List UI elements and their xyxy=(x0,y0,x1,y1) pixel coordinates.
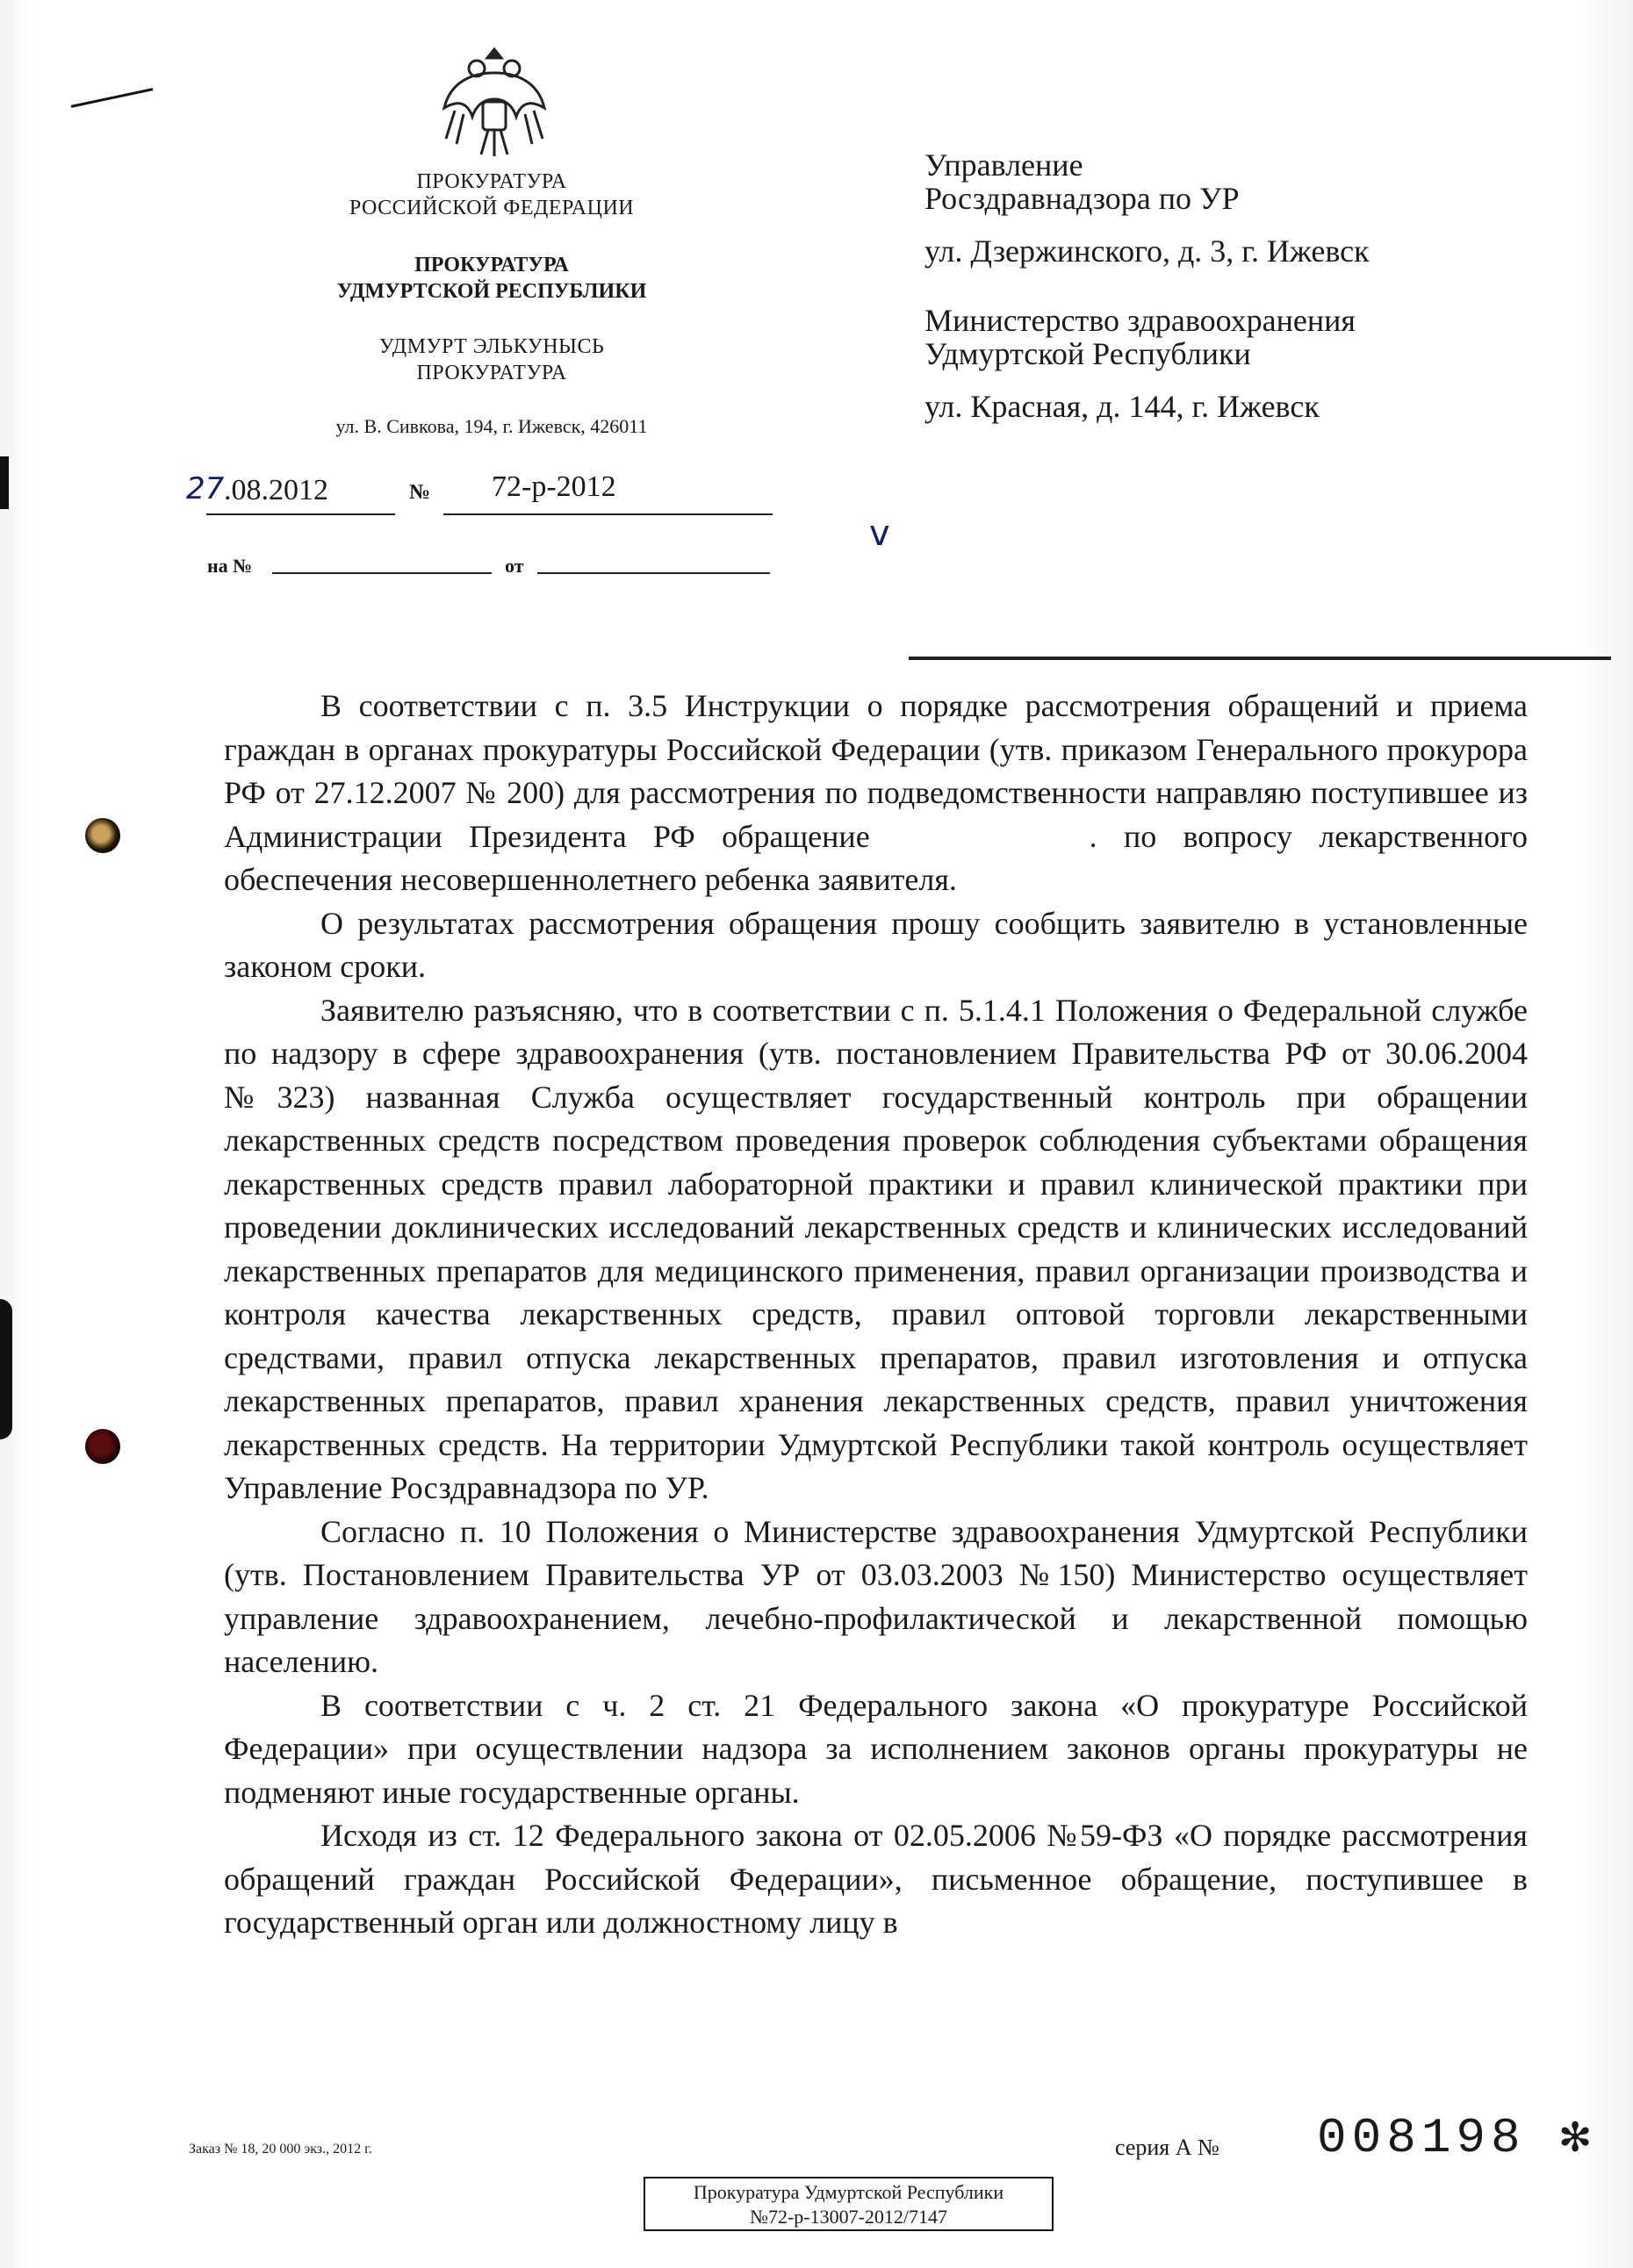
print-order-note: Заказ № 18, 20 000 экз., 2012 г. xyxy=(189,2142,372,2157)
body-paragraph: О результатах рассмотрения обращения прошу сообщить заявителю в установленные законом сроки. xyxy=(224,905,1528,984)
letterhead-line: ПРОКУРАТУРА xyxy=(414,254,569,276)
letterhead-line: УДМУРТСКОЙ РЕСПУБЛИКИ xyxy=(336,280,647,303)
top-pen-stroke xyxy=(71,88,154,108)
body-paragraph: В соответствии с п. 3.5 Инструкции о порядке рассмотрения обращений и приема граждан в органах прокуратуры Российской Федерации (утв. приказом Генерального прокурора РФ от 27.12.2007 № 200) для рассмотрения по подведомственности направляю поступившее из Администрации Президента РФ обращение . по вопросу лекарственного обеспечения несовершеннолетнего ребенка заявителя. xyxy=(224,688,1528,897)
letterhead-line: РОССИЙСКОЙ ФЕДЕРАЦИИ xyxy=(349,197,635,219)
recipient-name: Министерство здравоохранения Удмуртской Республики xyxy=(924,303,1356,372)
stamp-line: Прокуратура Удмуртской Республики xyxy=(693,2181,1004,2203)
left-edge-mark xyxy=(0,456,9,509)
outgoing-date: .08.2012 xyxy=(224,474,328,506)
letter-body xyxy=(224,685,1528,1945)
recipients-block xyxy=(924,149,1592,443)
number-sign: № xyxy=(409,481,431,504)
recipient-name: Управление Росздравнадзора по УР xyxy=(924,147,1240,216)
handwritten-check-mark: v xyxy=(869,513,890,554)
recipient-address: ул. Дзержинского, д. 3, г. Ижевск xyxy=(924,233,1370,269)
reference-number-label: на № xyxy=(207,555,253,577)
number-underline xyxy=(443,513,773,515)
recipient-underline xyxy=(909,657,1611,660)
double-headed-eagle-emblem xyxy=(437,33,551,165)
outgoing-number: 72-р-2012 xyxy=(492,470,616,503)
left-edge-mark xyxy=(0,1299,12,1439)
handwritten-day: 27 xyxy=(186,471,225,506)
reference-number-field xyxy=(272,572,492,574)
serial-star-icon: ✻ xyxy=(1560,2110,1595,2166)
letterhead-line: УДМУРТ ЭЛЬКУНЫСЬ xyxy=(378,335,605,358)
stamp-line: №72-р-13007-2012/7147 xyxy=(749,2206,948,2228)
reference-date-label: от xyxy=(505,555,524,577)
serial-number: 008198 ✻ xyxy=(1317,2110,1595,2166)
body-paragraph: Исходя из ст. 12 Федерального закона от 02.05.2006 №59-ФЗ «О порядке рассмотрения обращений граждан Российской Федерации», письменное обращение, поступившее в государственный орган или должностному лицу в xyxy=(224,1818,1528,1940)
body-paragraph: Заявителю разъясняю, что в соответствии с п. 5.1.4.1 Положения о Федеральной службе по надзору в сфере здравоохранения (утв. постановлением Правительства РФ от 30.06.2004 №323) названная Служба осуществляет государственный контроль при обращении лекарственных средств посредством проведения проверок соблюдения субъектами обращения лекарственных средств правил лабораторной практики и правил клинической практики при проведении доклинических исследований лекарственных средств и клинических исследований лекарственных препаратов для медицинского применения, правил организации производства и контроля качества лекарственных средств, правил оптовой торговли лекарственными средствами, правил отпуска лекарственных препаратов, правил изготовления и отпуска лекарственных препаратов, правил хранения лекарственных средств, правил уничтожения лекарственных средств. На территории Удмуртской Республики такой контроль осуществляет Управление Росздравнадзора по УР. xyxy=(224,992,1528,1505)
reference-date-field xyxy=(537,572,770,574)
series-label: серия А № xyxy=(1115,2135,1219,2160)
body-paragraph: Согласно п. 10 Положения о Министерстве здравоохранения Удмуртской Республики (утв. Постановлением Правительства УР от 03.03.2003 №150) Министерство осуществляет управление здравоохранением, лечебно-профилактической и лекарственной помощью населению. xyxy=(224,1513,1528,1679)
letterhead-line: ПРОКУРАТУРА xyxy=(416,170,567,193)
letterhead-address: ул. В. Сивкова, 194, г. Ижевск, 426011 xyxy=(335,415,648,437)
date-underline xyxy=(206,513,395,515)
recipient-address: ул. Красная, д. 144, г. Ижевск xyxy=(924,388,1320,424)
punch-hole xyxy=(85,818,120,853)
registration-stamp xyxy=(644,2177,1054,2231)
punch-hole xyxy=(85,1429,120,1464)
body-paragraph: В соответствии с ч. 2 ст. 21 Федерального закона «О прокуратуре Российской Федерации» при осуществлении надзора за исполнением законов органы прокуратуры не подменяют иные государственные органы. xyxy=(224,1687,1528,1810)
letterhead-line: ПРОКУРАТУРА xyxy=(416,362,567,384)
